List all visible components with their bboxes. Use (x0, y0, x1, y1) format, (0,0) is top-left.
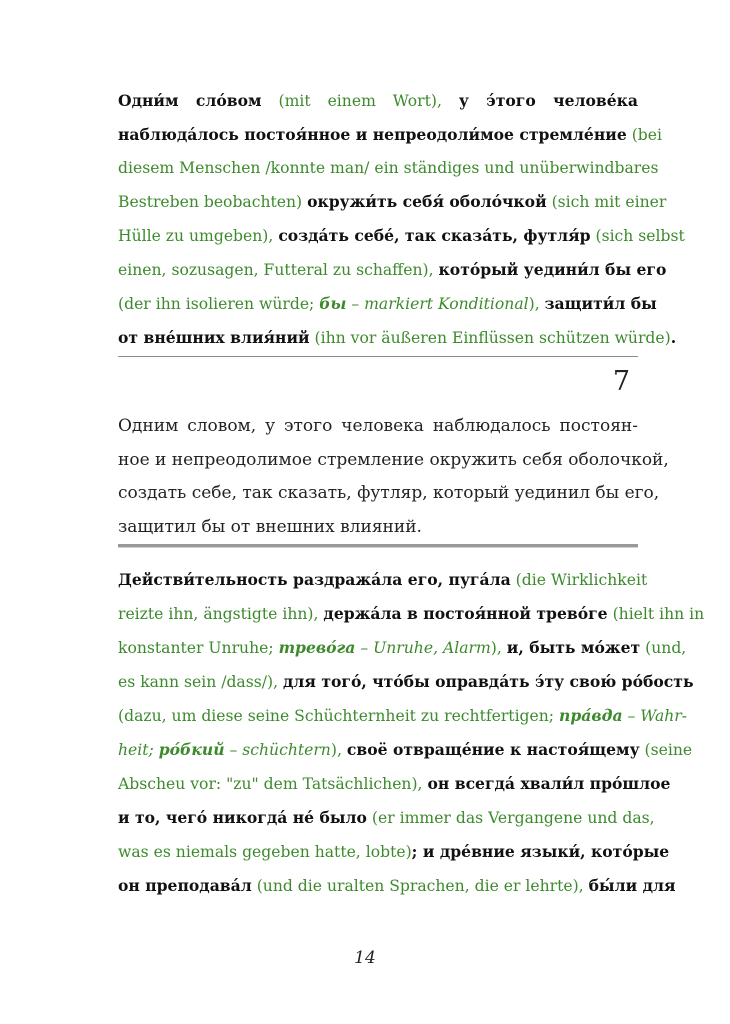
russian-phrase: Действи́тельность раздража́ла его, пуга́ла (118, 570, 511, 589)
russian-phrase: он преподава́л (118, 876, 252, 895)
german-gloss: (bei (626, 126, 662, 144)
parallel-text-block-2 (118, 563, 705, 903)
german-gloss: (mit einem Wort), (261, 92, 459, 110)
russian-phrase: бы́ли для (588, 876, 676, 895)
german-gloss: konstanter Unruhe; (118, 639, 279, 657)
russian-phrase: ; и дре́вние языки́, кото́рые (411, 842, 670, 861)
text-line (118, 152, 659, 185)
russian-phrase: и то, чего́ никогда́ не́ было (118, 808, 367, 827)
grammar-term: трево́га (278, 638, 356, 657)
text-line (118, 801, 655, 835)
text-line (118, 631, 687, 665)
text-line: создать себе, так сказать, футляр, который уединил бы его, (118, 483, 660, 503)
text-line (118, 869, 676, 903)
text-line (118, 563, 648, 597)
text-line (118, 84, 638, 118)
grammar-note: heit; (118, 741, 159, 759)
russian-phrase: кото́рый уедини́л бы его (438, 260, 667, 279)
german-gloss: (der ihn isolieren würde; (118, 295, 320, 313)
german-gloss: (die Wirklichkeit (510, 571, 648, 589)
german-gloss: reizte ihn, ängstigte ihn), (118, 605, 324, 623)
text-line (118, 699, 688, 733)
russian-phrase: у э́того челове́ка (458, 91, 639, 110)
text-line (118, 287, 657, 321)
russian-phrase: Одни́м сло́вом (118, 91, 262, 110)
grammar-term: пра́вда (559, 706, 623, 725)
grammar-note: – schüchtern (224, 741, 331, 759)
text-line: защитил бы от внешних влияний. (118, 516, 422, 537)
text-line (118, 597, 705, 631)
german-gloss: es kann sein /dass/), (118, 673, 283, 691)
text-line (118, 118, 662, 152)
grammar-note: – Wahr- (622, 707, 688, 725)
grammar-term: бы (319, 294, 347, 313)
german-gloss: (hielt ihn in (607, 605, 705, 623)
german-gloss: Bestreben beobachten) (118, 193, 308, 211)
text-line (118, 219, 685, 253)
german-gloss: was es niemals gegeben hatte, lobte) (118, 843, 412, 861)
section-number: 7 (612, 366, 630, 397)
german-gloss: ), (528, 295, 545, 313)
text-line (118, 767, 671, 801)
german-gloss: (er immer das Vergangene und das, (366, 809, 655, 827)
german-gloss: (und die uralten Sprachen, die er lehrte), (251, 877, 589, 895)
german-gloss: diesem Menschen /konnte man/ ein ständiges und unüberwindbares (118, 159, 659, 177)
german-gloss: (seine (639, 741, 693, 759)
russian-phrase: своё отвраще́ние к настоя́щему (346, 740, 640, 759)
section-divider (118, 356, 638, 357)
german-gloss: (und, (640, 639, 687, 657)
text-line (118, 665, 694, 699)
russian-phrase: от вне́шних влия́ний (118, 328, 310, 347)
german-gloss: (sich mit einer (546, 193, 667, 211)
german-gloss: Hülle zu umgeben), (118, 227, 279, 245)
russian-original-text (118, 410, 669, 544)
russian-phrase: для того́, что́бы оправда́ть э́ту свою́ ро́бость (282, 672, 694, 691)
section-divider-thick (118, 544, 638, 548)
russian-phrase: . (670, 328, 677, 347)
text-line: Одним словом, у этого человека наблюдалось постоян- (118, 416, 638, 436)
german-gloss: (sich selbst (590, 227, 685, 245)
text-line: ное и непреодолимое стремление окружить себя оболочкой, (118, 449, 669, 470)
german-gloss: Abscheu vor: "zu" dem Tatsächlichen), (118, 775, 428, 793)
german-gloss: ), (490, 639, 507, 657)
text-line (118, 835, 670, 869)
german-gloss: einen, sozusagen, Futteral zu schaffen), (118, 261, 439, 279)
text-line (118, 321, 677, 355)
text-line (118, 253, 667, 287)
german-gloss: (ihn vor äußeren Einflüssen schützen würde) (309, 329, 671, 347)
russian-phrase: держа́ла в постоя́нной трево́ге (323, 604, 608, 623)
grammar-note: – Unruhe, Alarm (355, 639, 491, 657)
russian-phrase: наблюда́лось постоя́нное и непреодоли́мое стремле́ние (118, 125, 627, 144)
grammar-note: – markiert Konditional (346, 295, 529, 313)
page-number: 14 (354, 948, 376, 968)
russian-phrase: созда́ть себе́, так сказа́ть, футля́р (278, 226, 591, 245)
russian-phrase: окружи́ть себя́ оболо́чкой (307, 192, 547, 211)
german-gloss: (dazu, um diese seine Schüchternheit zu rechtfertigen; (118, 707, 560, 725)
parallel-text-block-1 (118, 84, 685, 355)
grammar-term: ро́бкий (158, 740, 225, 759)
text-line (118, 733, 693, 767)
russian-phrase: он всегда́ хвали́л про́шлое (427, 774, 671, 793)
russian-phrase: и, быть мо́жет (506, 638, 641, 657)
text-line (118, 185, 667, 219)
russian-phrase: защити́л бы (544, 294, 657, 313)
german-gloss: ), (330, 741, 347, 759)
